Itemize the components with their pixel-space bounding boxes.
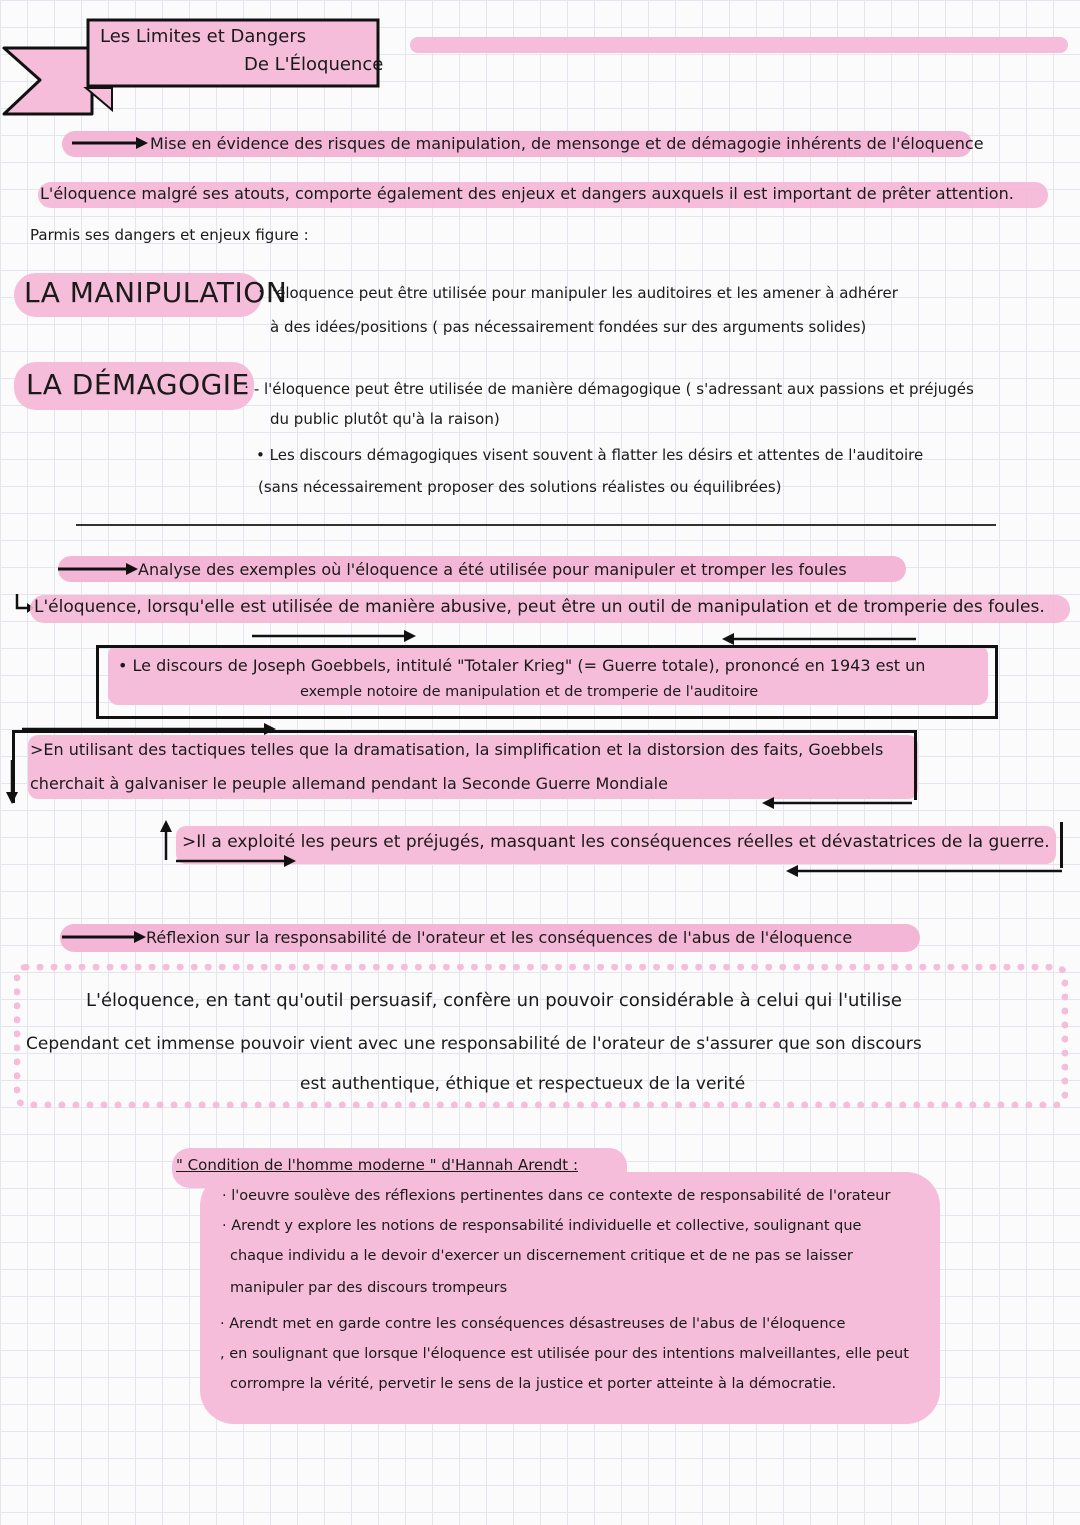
arrow-left-icon — [760, 794, 916, 812]
title-line-2: De L'Éloquence — [244, 54, 384, 75]
box1-line-1: • Le discours de Joseph Goebbels, intitulé "Totaler Krieg" (= Guerre totale), prononcé en 1943 est un — [118, 656, 926, 675]
quote-point-2b: chaque individu a le devoir d'exercer un discernement critique et de ne pas se laisser — [230, 1248, 853, 1264]
quote-title: " Condition de l'homme moderne " d'Hannah Arendt : — [176, 1156, 578, 1174]
manipulation-line-1: : l'éloquence peut être utilisée pour manipuler les auditoires et les amener à adhérer — [258, 284, 898, 302]
arrow-right-icon — [174, 852, 300, 870]
section3-heading: Réflexion sur la responsabilité de l'orateur et les conséquences de l'abus de l'éloquence — [146, 928, 853, 947]
box2-line-2: cherchait à galvaniser le peuple allemand pendant la Seconde Guerre Mondiale — [30, 774, 668, 793]
manipulation-title: LA MANIPULATION — [24, 276, 288, 309]
box3-line-1: >Il a exploité les peurs et préjugés, masquant les conséquences réelles et dévastatrices de la guerre. — [182, 832, 1050, 852]
title-line-1: Les Limites et Dangers — [100, 26, 307, 47]
quote-point-2c: manipuler par des discours trompeurs — [230, 1280, 508, 1296]
section2-heading: Analyse des exemples où l'éloquence a été utilisée pour manipuler et tromper les foules — [138, 560, 847, 579]
section1-heading: Mise en évidence des risques de manipulation, de mensonge et de démagogie inhérents de l'éloquence — [150, 134, 984, 153]
section2-intro: L'éloquence, lorsqu'elle est utilisée de manière abusive, peut être un outil de manipulation et de tromperie des foules. — [34, 597, 1045, 617]
arrow-up-icon — [156, 820, 176, 860]
manipulation-line-2: à des idées/positions ( pas nécessairement fondées sur des arguments solides) — [270, 318, 867, 336]
quote-point-3b: , en soulignant que lorsque l'éloquence est utilisée pour des intentions malveillantes, elle peut — [220, 1346, 909, 1362]
arrow-left-icon — [720, 630, 920, 648]
section1-intro: L'éloquence malgré ses atouts, comporte également des enjeux et dangers auxquels il est important de prêter attention. — [40, 184, 1014, 203]
arrow-right-icon — [70, 132, 150, 154]
section1-intro-2: Parmis ses dangers et enjeux figure : — [30, 226, 309, 244]
quote-point-3a: · Arendt met en garde contre les conséquences désastreuses de l'abus de l'éloquence — [220, 1316, 846, 1332]
demagogie-line-2: du public plutôt qu'à la raison) — [270, 410, 500, 428]
box2-line-1: >En utilisant des tactiques telles que la dramatisation, la simplification et la distorsion des faits, Goebbels — [30, 740, 884, 759]
quote-point-1: · l'oeuvre soulève des réflexions pertinentes dans ce contexte de responsabilité de l'orateur — [222, 1188, 891, 1204]
para-line-1: L'éloquence, en tant qu'outil persuasif, confère un pouvoir considérable à celui qui l'utilise — [86, 990, 902, 1011]
arrow-right-icon — [250, 627, 420, 645]
arrow-right-icon — [20, 720, 280, 738]
divider — [76, 524, 996, 526]
demagogie-line-4: (sans nécessairement proposer des solutions réalistes ou équilibrées) — [258, 478, 782, 496]
box-edge — [914, 730, 917, 800]
arrow-right-icon — [56, 558, 140, 580]
para-line-2: Cependant cet immense pouvoir vient avec une responsabilité de l'orateur de s'assurer que son discours — [26, 1034, 922, 1054]
arrow-down-icon — [4, 760, 20, 806]
demagogie-line-1: : - l'éloquence peut être utilisée de manière démagogique ( s'adressant aux passions et préjugés — [244, 380, 974, 398]
quote-point-3c: corrompre la vérité, pervetir le sens de la justice et porter atteinte à la démocratie. — [230, 1376, 837, 1392]
para-line-3: est authentique, éthique et respectueux de la verité — [300, 1074, 746, 1094]
demagogie-line-3: • Les discours démagogiques visent souvent à flatter les désirs et attentes de l'auditoire — [256, 446, 924, 464]
quote-point-2a: · Arendt y explore les notions de responsabilité individuelle et collective, soulignant que — [222, 1218, 862, 1234]
arrow-left-icon — [784, 862, 1064, 880]
arrow-right-icon — [60, 926, 148, 948]
box1-line-2: exemple notoire de manipulation et de tromperie de l'auditoire — [300, 684, 759, 700]
demagogie-title: LA DÉMAGOGIE — [26, 368, 250, 401]
